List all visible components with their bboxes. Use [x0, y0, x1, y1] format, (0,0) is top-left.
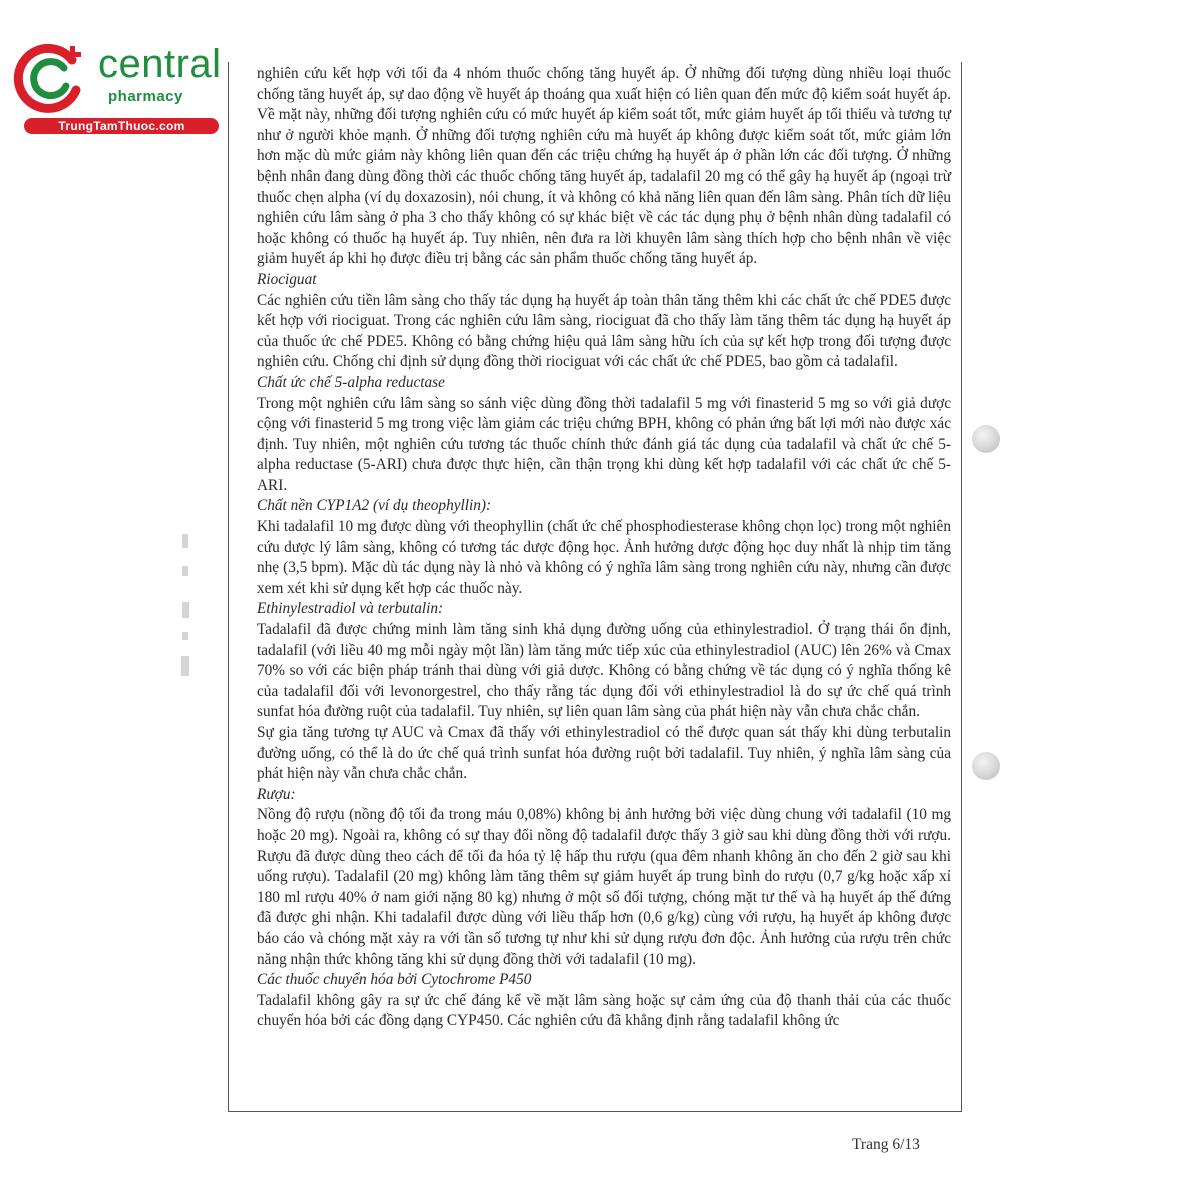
- logo-url-badge[interactable]: TrungTamThuoc.com: [24, 118, 219, 134]
- paragraph: Trong một nghiên cứu lâm sàng so sánh việc dùng đồng thời tadalafil 5 mg với finasterid 5 mg so với giả dược cộng với finasterid 5 mg trong việc làm giảm các triệu chứng BPH, không có phản ứng bất lợi mới nào được xác định. Tuy nhiên, một nghiên cứu tương tác thuốc chính thức đánh giá tác dụng của tadalafil và chất ức chế 5-alpha reductase (5-ARI) chưa được thực hiện, cần thận trọng khi dùng kết hợp tadalafil với các chất ức chế 5-ARI.: [257, 394, 951, 494]
- logo-name: central: [98, 42, 222, 86]
- pharmacy-cross-icon: [10, 38, 90, 118]
- paragraph: Khi tadalafil 10 mg được dùng với theophyllin (chất ức chế phosphodiesterase không chọn lọc) trong một nghiên cứu dược lý lâm sàng, không có tương tác dược động học. Ảnh hưởng dược động học duy nhất là nhịp tim tăng nhẹ (3,5 bpm). Mặc dù tác dụng này là nhỏ và không có ý nghĩa lâm sàng trong nghiên cứu này, nhưng cần được xem xét khi sử dụng kết hợp các thuốc này.: [257, 518, 951, 597]
- section-heading: Chất nền CYP1A2 (ví dụ theophyllin):: [257, 497, 492, 515]
- document-text-box: [228, 62, 962, 1112]
- logo-subtitle: pharmacy: [108, 88, 183, 105]
- faint-side-stamp: [176, 532, 196, 682]
- paragraph: nghiên cứu kết hợp với tối đa 4 nhóm thuốc chống tăng huyết áp. Ở những đối tượng dùng nhiều loại thuốc chống tăng huyết áp, sự dao động về huyết áp thoáng qua xuất hiện có liên quan đến mức độ kiểm soát huyết áp. Về mặt này, những đối tượng nghiên cứu có mức huyết áp kiểm soát tốt, mức giảm huyết áp tối thiểu và tương tự như ở người khỏe mạnh. Ở những đối tượng nghiên cứu mà huyết áp không được kiểm soát tốt, mức giảm lớn hơn mặc dù mức giảm này không liên quan đến các triệu chứng hạ huyết áp ở phần lớn các đối tượng. Ở những bệnh nhân đang dùng đồng thời các thuốc chống tăng huyết áp, tadalafil 20 mg có thể gây hạ huyết áp (ngoại trừ thuốc chẹn alpha (ví dụ doxazosin), nói chung, ít và không có khả năng liên quan đến lâm sàng. Phân tích dữ liệu nghiên cứu lâm sàng ở pha 3 cho thấy không có sự khác biệt về các tác dụng phụ ở bệnh nhân dùng tadalafil có hoặc không có thuốc hạ huyết áp. Tuy nhiên, nên đưa ra lời khuyên lâm sàng thích hợp cho bệnh nhân về việc giảm huyết áp khi họ được điều trị bằng các sản phẩm thuốc chống tăng huyết áp.: [257, 65, 951, 268]
- paragraph: Sự gia tăng tương tự AUC và Cmax đã thấy với ethinylestradiol có thể được quan sát thấy khi dùng terbutalin đường uống, có thể là do ức chế quá trình sunfat hóa đường ruột bởi tadalafil. Tuy nhiên, ý nghĩa lâm sàng của phát hiện này vẫn chưa chắc chắn.: [257, 724, 951, 783]
- paragraph: Nồng độ rượu (nồng độ tối đa trong máu 0,08%) không bị ảnh hưởng bởi việc dùng chung với tadalafil (10 mg hoặc 20 mg). Ngoài ra, không có sự thay đổi nồng độ tadalafil được thấy 3 giờ sau khi dùng đồng thời với rượu. Rượu đã được dùng theo cách để tối đa hóa tỷ lệ hấp thu rượu (qua đêm nhanh không ăn cho đến 2 giờ sau khi uống rượu). Tadalafil (20 mg) không làm tăng thêm sự giảm huyết áp trung bình do rượu (0,7 g/kg hoặc xấp xỉ 180 ml rượu 40% ở nam giới nặng 80 kg) nhưng ở một số đối tượng, chóng mặt tư thế và hạ huyết áp thế đứng đã được ghi nhận. Khi tadalafil được dùng với liều thấp hơn (0,6 g/kg) cùng với rượu, hạ huyết áp không được báo cáo và chóng mặt xảy ra với tần số tương tự như khi sử dụng rượu đơn độc. Ảnh hưởng của rượu trên chức năng nhận thức không tăng khi sử dụng đồng thời với tadalafil (10 mg).: [257, 806, 951, 968]
- section-heading: Rượu:: [257, 785, 296, 803]
- page-number: Trang 6/13: [852, 1136, 920, 1153]
- punch-hole: [972, 752, 1000, 780]
- paragraph: Các nghiên cứu tiền lâm sàng cho thấy tác dụng hạ huyết áp toàn thân tăng thêm khi các chất ức chế PDE5 được kết hợp với riociguat. Trong các nghiên cứu lâm sàng, riociguat đã cho thấy làm tăng thêm tác dụng hạ huyết áp của thuốc ức chế PDE5. Không có bằng chứng hiệu quả lâm sàng hữu ích của sự kết hợp trong đối tượng được nghiên cứu. Chống chỉ định sử dụng đồng thời riociguat với các chất ức chế PDE5, bao gồm cả tadalafil.: [257, 291, 951, 371]
- paragraph: Tadalafil đã được chứng minh làm tăng sinh khả dụng đường uống của ethinylestradiol. Ở trạng thái ổn định, tadalafil (với liều 40 mg mỗi ngày một lần) làm tăng mức tiếp xúc của ethinylestradiol (AUC) lên 26% và Cmax 70% so với các biện pháp tránh thai dùng với giả dược. Không có bằng chứng về tác dụng có ý nghĩa thống kê của tadalafil đối với levonorgestrel, cho thấy rằng tác dụng đối với ethinylestradiol là do sự ức chế quá trình sunfat hóa đường ruột của tadalafil. Tuy nhiên, sự liên quan lâm sàng của phát hiện này vẫn chưa chắc chắn.: [257, 621, 951, 721]
- central-pharmacy-logo[interactable]: [10, 38, 222, 138]
- paragraph: Tadalafil không gây ra sự ức chế đáng kể về mặt lâm sàng hoặc sự cảm ứng của độ thanh thải của các thuốc chuyển hóa bởi các đồng dạng CYP450. Các nghiên cứu đã khẳng định rằng tadalafil không ức: [257, 991, 951, 1030]
- section-heading: Riociguat: [257, 270, 317, 288]
- section-heading: Chất ức chế 5-alpha reductase: [257, 373, 445, 391]
- section-heading: Ethinylestradiol và terbutalin:: [257, 600, 444, 618]
- punch-hole: [972, 425, 1000, 453]
- section-heading: Các thuốc chuyển hóa bởi Cytochrome P450: [257, 971, 532, 989]
